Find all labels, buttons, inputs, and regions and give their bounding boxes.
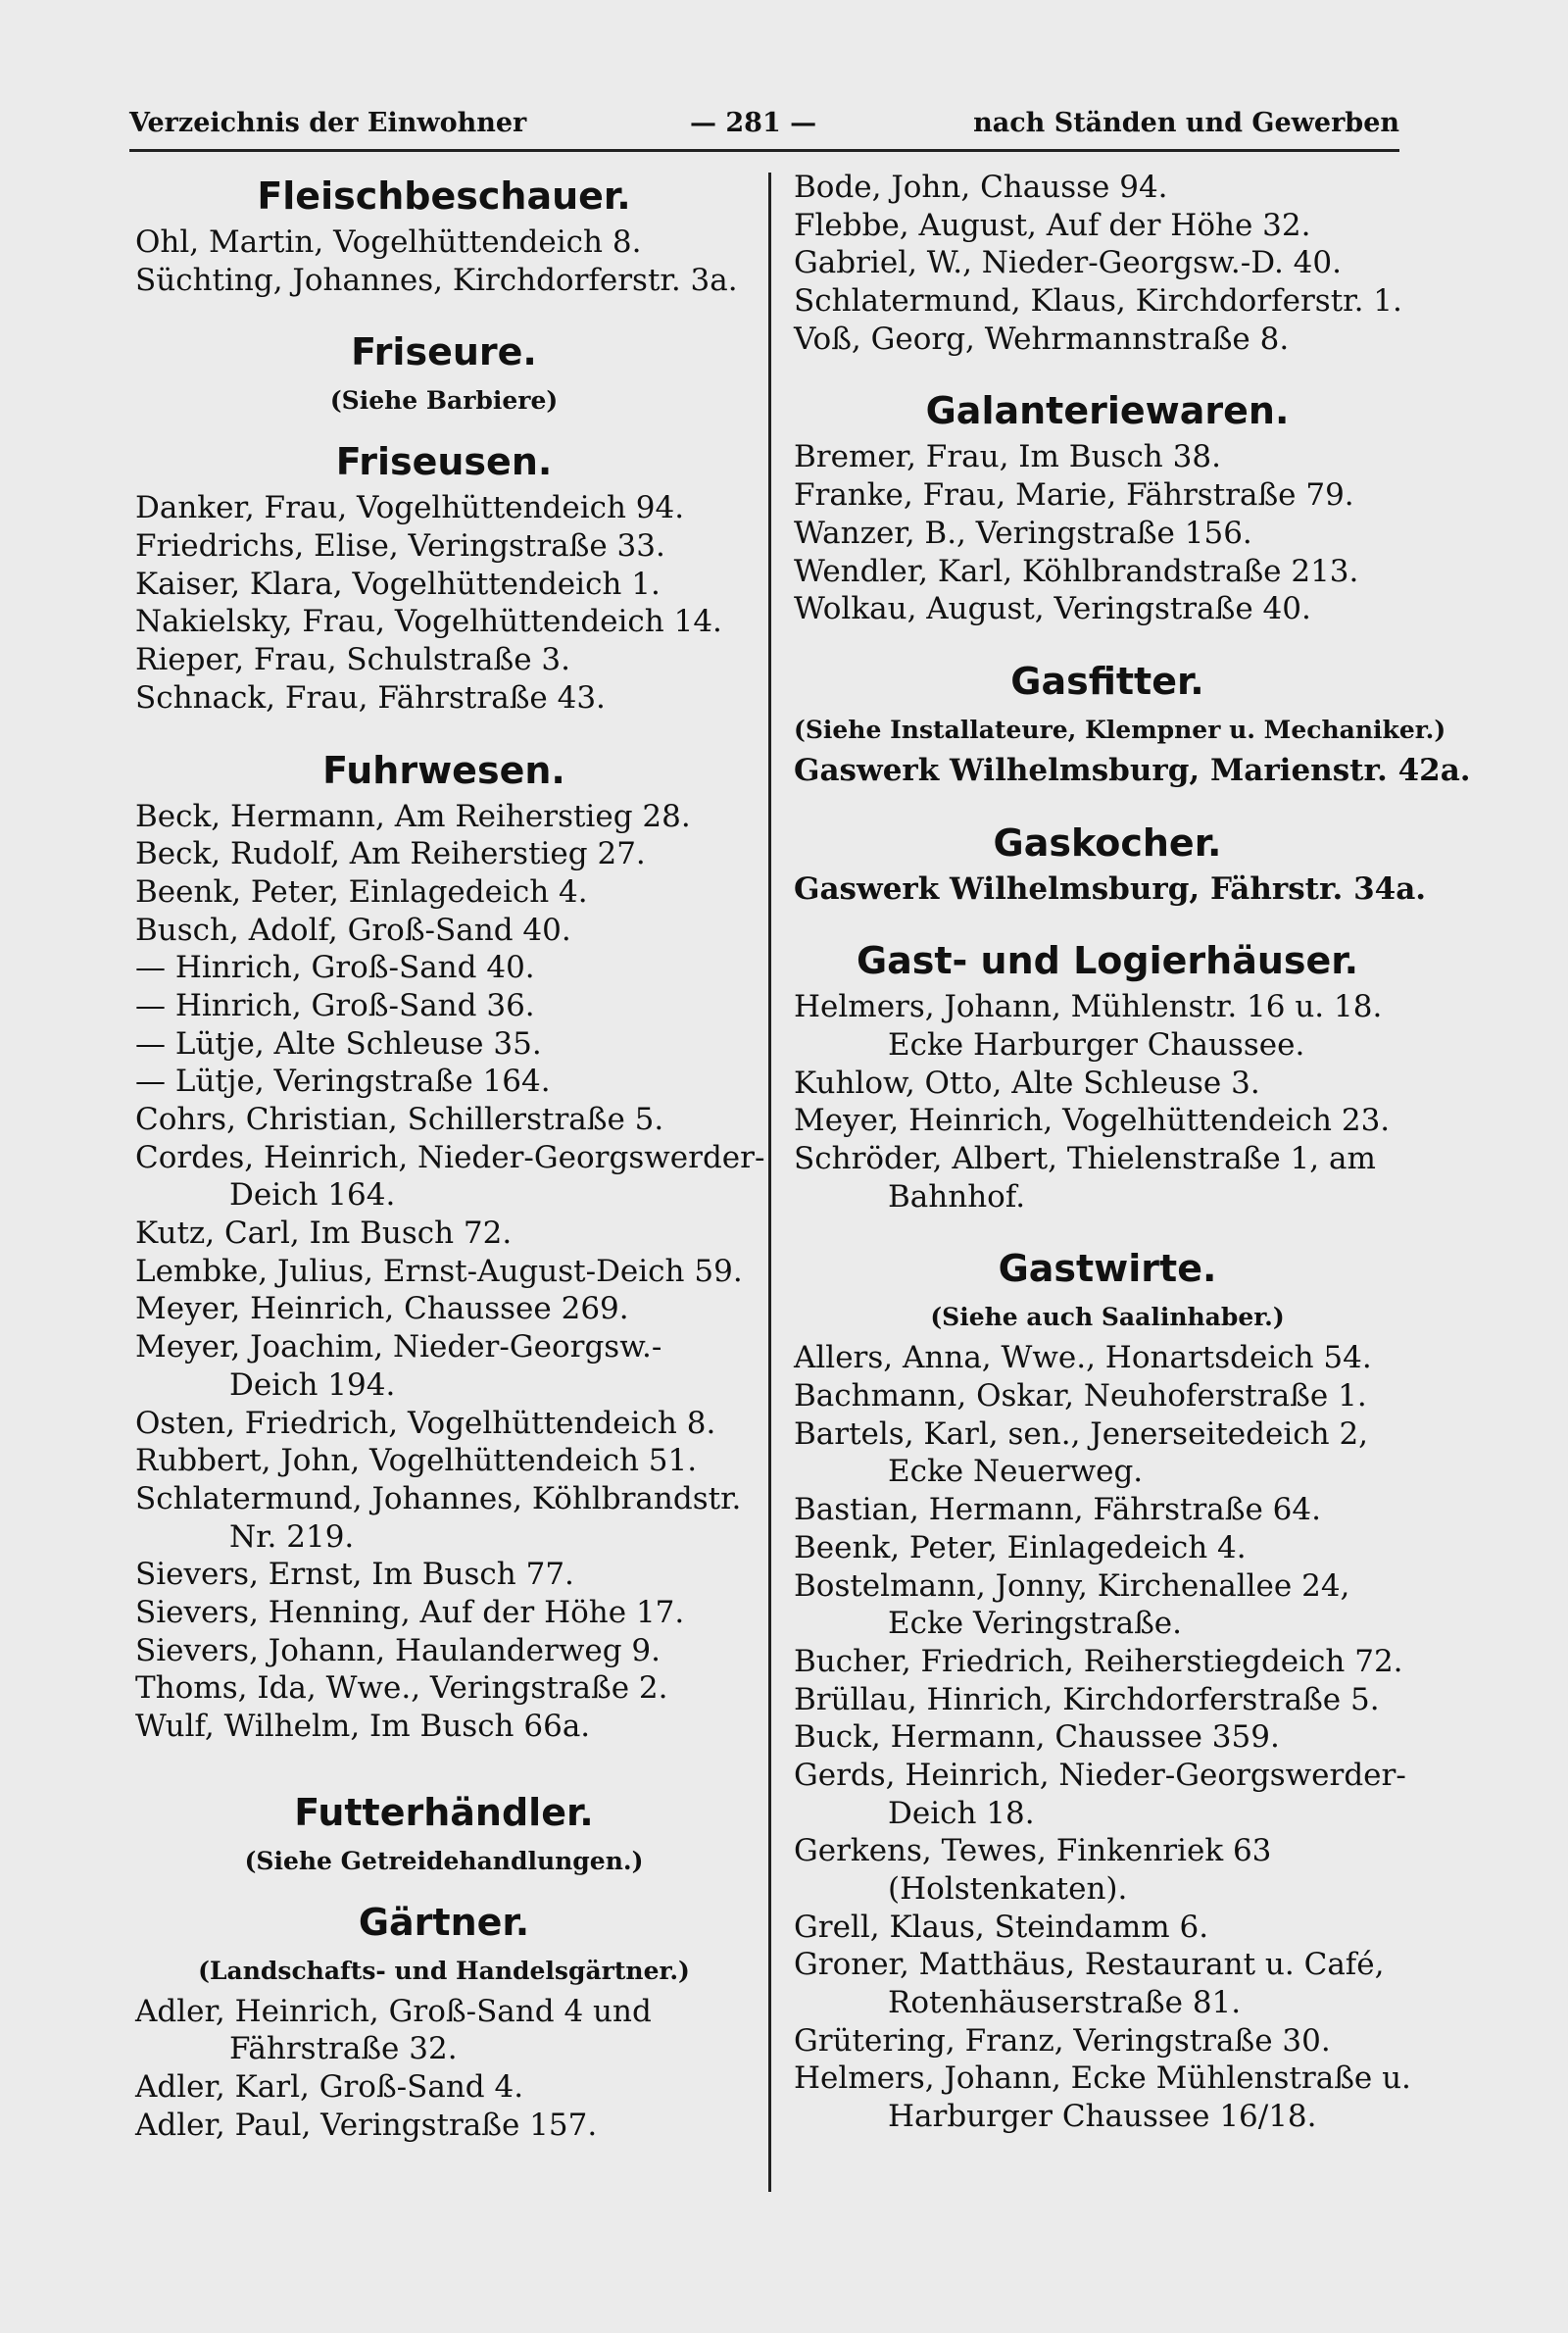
section-heading: Gärtner. — [358, 1900, 530, 1944]
list-item-continuation: (Holstenkaten). — [888, 1871, 1128, 1907]
list-item: Wolkau, August, Veringstraße 40. — [794, 591, 1311, 627]
list-item: Kutz, Carl, Im Busch 72. — [135, 1216, 513, 1252]
list-item: Adler, Heinrich, Groß-Sand 4 und — [135, 1993, 652, 2029]
cross-reference-note: (Landschafts- und Handelsgärtner.) — [198, 1956, 690, 1985]
list-item: Grell, Klaus, Steindamm 6. — [794, 1909, 1209, 1945]
list-item: Gabriel, W., Nieder-Georgsw.-D. 40. — [794, 245, 1342, 281]
list-item: Nakielsky, Frau, Vogelhüttendeich 14. — [135, 604, 722, 640]
list-item-continuation: Fährstraße 32. — [229, 2031, 458, 2067]
list-item: Helmers, Johann, Ecke Mühlenstraße u. — [794, 2060, 1411, 2097]
section-heading: Futterhändler. — [294, 1790, 594, 1834]
list-item: Bucher, Friedrich, Reiherstiegdeich 72. — [794, 1643, 1403, 1679]
list-item: Osten, Friedrich, Vogelhüttendeich 8. — [135, 1405, 716, 1441]
list-item: Meyer, Heinrich, Vogelhüttendeich 23. — [794, 1103, 1391, 1139]
right-column — [794, 169, 1471, 2136]
list-item: Lembke, Julius, Ernst-August-Deich 59. — [135, 1253, 743, 1289]
section-heading: Friseure. — [351, 330, 537, 374]
list-item: — Hinrich, Groß-Sand 36. — [135, 987, 535, 1023]
section-heading: Gastwirte. — [998, 1247, 1217, 1291]
section-heading: Gasfitter. — [1010, 659, 1204, 703]
list-item: Beck, Rudolf, Am Reiherstieg 27. — [135, 836, 646, 872]
list-item: Schröder, Albert, Thielenstraße 1, am — [794, 1141, 1376, 1176]
list-item: Bachmann, Oskar, Neuhoferstraße 1. — [794, 1378, 1367, 1415]
list-item-continuation: Nr. 219. — [229, 1518, 355, 1555]
section-heading: Gast- und Logierhäuser. — [856, 939, 1359, 983]
list-item: Groner, Matthäus, Restaurant u. Café, — [794, 1947, 1385, 1983]
running-head — [129, 106, 1399, 152]
list-item: Beenk, Peter, Einlagedeich 4. — [135, 873, 588, 910]
list-item: Grütering, Franz, Veringstraße 30. — [794, 2022, 1331, 2059]
list-item: Adler, Paul, Veringstraße 157. — [135, 2107, 598, 2143]
list-item: — Lütje, Veringstraße 164. — [135, 1064, 551, 1100]
list-item: — Hinrich, Groß-Sand 40. — [135, 950, 535, 986]
list-item-continuation: Ecke Veringstraße. — [888, 1606, 1182, 1642]
list-item: Sievers, Henning, Auf der Höhe 17. — [135, 1594, 685, 1630]
list-item: Süchting, Johannes, Kirchdorferstr. 3a. — [135, 262, 738, 298]
list-item-continuation: Bahnhof. — [888, 1178, 1026, 1215]
list-item: Allers, Anna, Wwe., Honartsdeich 54. — [794, 1340, 1372, 1376]
list-item-continuation: Rotenhäuserstraße 81. — [888, 1985, 1242, 2021]
section-heading: Galanteriewaren. — [925, 389, 1290, 433]
page-number: — 281 — — [690, 108, 817, 138]
cross-reference-note: (Siehe Installateure, Klempner u. Mechaniker.) — [794, 715, 1446, 744]
header-right-title: nach Ständen und Gewerben — [973, 108, 1399, 138]
list-item: Voß, Georg, Wehrmannstraße 8. — [794, 321, 1290, 357]
list-item-continuation: Deich 18. — [888, 1795, 1035, 1831]
list-item: Friedrichs, Elise, Veringstraße 33. — [135, 528, 665, 565]
list-item-bold: Gaswerk Wilhelmsburg, Fährstr. 34a. — [794, 870, 1427, 907]
list-item: Schnack, Frau, Fährstraße 43. — [135, 679, 606, 716]
list-item: Kaiser, Klara, Vogelhüttendeich 1. — [135, 566, 661, 602]
section-heading: Friseusen. — [335, 440, 553, 484]
list-item: Rubbert, John, Vogelhüttendeich 51. — [135, 1443, 698, 1479]
section-heading: Fleischbeschauer. — [257, 174, 631, 218]
list-item: Sievers, Johann, Haulanderweg 9. — [135, 1632, 661, 1668]
list-item-continuation: Harburger Chaussee 16/18. — [888, 2099, 1317, 2135]
list-item: Gerds, Heinrich, Nieder-Georgswerder- — [794, 1757, 1406, 1793]
list-item: Ohl, Martin, Vogelhüttendeich 8. — [135, 224, 642, 260]
list-item: Wanzer, B., Veringstraße 156. — [794, 515, 1252, 551]
list-item: — Lütje, Alte Schleuse 35. — [135, 1025, 542, 1062]
list-item: Kuhlow, Otto, Alte Schleuse 3. — [794, 1065, 1260, 1101]
section-heading: Gaskocher. — [993, 820, 1222, 865]
header-left-title: Verzeichnis der Einwohner — [129, 108, 527, 138]
list-item: Helmers, Johann, Mühlenstr. 16 u. 18. — [794, 989, 1383, 1025]
list-item-continuation: Deich 164. — [229, 1177, 396, 1214]
list-item: Cohrs, Christian, Schillerstraße 5. — [135, 1102, 664, 1137]
list-item: Meyer, Joachim, Nieder-Georgsw.- — [135, 1329, 662, 1365]
list-item: Busch, Adolf, Groß-Sand 40. — [135, 912, 571, 948]
list-item: Franke, Frau, Marie, Fährstraße 79. — [794, 477, 1354, 514]
list-item: Buck, Hermann, Chaussee 359. — [794, 1719, 1280, 1756]
list-item: Beenk, Peter, Einlagedeich 4. — [794, 1529, 1247, 1565]
list-item: Beck, Hermann, Am Reiherstieg 28. — [135, 798, 691, 834]
list-item: Wulf, Wilhelm, Im Busch 66a. — [135, 1709, 591, 1744]
list-item: Schlatermund, Johannes, Köhlbrandstr. — [135, 1480, 742, 1516]
list-item: Adler, Karl, Groß-Sand 4. — [135, 2069, 524, 2106]
list-item: Flebbe, August, Auf der Höhe 32. — [794, 207, 1311, 243]
list-item: Bartels, Karl, sen., Jenerseitedeich 2, — [794, 1415, 1369, 1452]
cross-reference-note: (Siehe Getreidehandlungen.) — [244, 1846, 644, 1875]
list-item: Rieper, Frau, Schulstraße 3. — [135, 642, 570, 678]
list-item: Cordes, Heinrich, Nieder-Georgswerder- — [135, 1139, 765, 1175]
column-divider — [768, 173, 771, 2192]
left-column — [135, 169, 765, 2144]
list-item: Gerkens, Tewes, Finkenriek 63 — [794, 1833, 1272, 1869]
list-item: Bastian, Hermann, Fährstraße 64. — [794, 1492, 1321, 1528]
list-item: Brüllau, Hinrich, Kirchdorferstraße 5. — [794, 1681, 1380, 1717]
list-item: Wendler, Karl, Köhlbrandstraße 213. — [794, 553, 1359, 589]
list-item: Bremer, Frau, Im Busch 38. — [794, 439, 1221, 475]
list-item: Thoms, Ida, Wwe., Veringstraße 2. — [135, 1670, 668, 1707]
cross-reference-note: (Siehe auch Saalinhaber.) — [930, 1303, 1285, 1332]
list-item-continuation: Deich 194. — [229, 1366, 396, 1403]
list-item-continuation: Ecke Harburger Chaussee. — [888, 1026, 1305, 1063]
list-item: Danker, Frau, Vogelhüttendeich 94. — [135, 490, 685, 526]
list-item: Sievers, Ernst, Im Busch 77. — [135, 1557, 574, 1593]
list-item: Bode, John, Chausse 94. — [794, 170, 1168, 205]
list-item-bold: Gaswerk Wilhelmsburg, Marienstr. 42a. — [794, 752, 1471, 788]
list-item: Meyer, Heinrich, Chaussee 269. — [135, 1291, 629, 1327]
list-item: Schlatermund, Klaus, Kirchdorferstr. 1. — [794, 283, 1402, 320]
cross-reference-note: (Siehe Barbiere) — [329, 386, 559, 416]
list-item: Bostelmann, Jonny, Kirchenallee 24, — [794, 1567, 1350, 1604]
list-item-continuation: Ecke Neuerweg. — [888, 1454, 1144, 1490]
section-heading: Fuhrwesen. — [322, 748, 565, 792]
